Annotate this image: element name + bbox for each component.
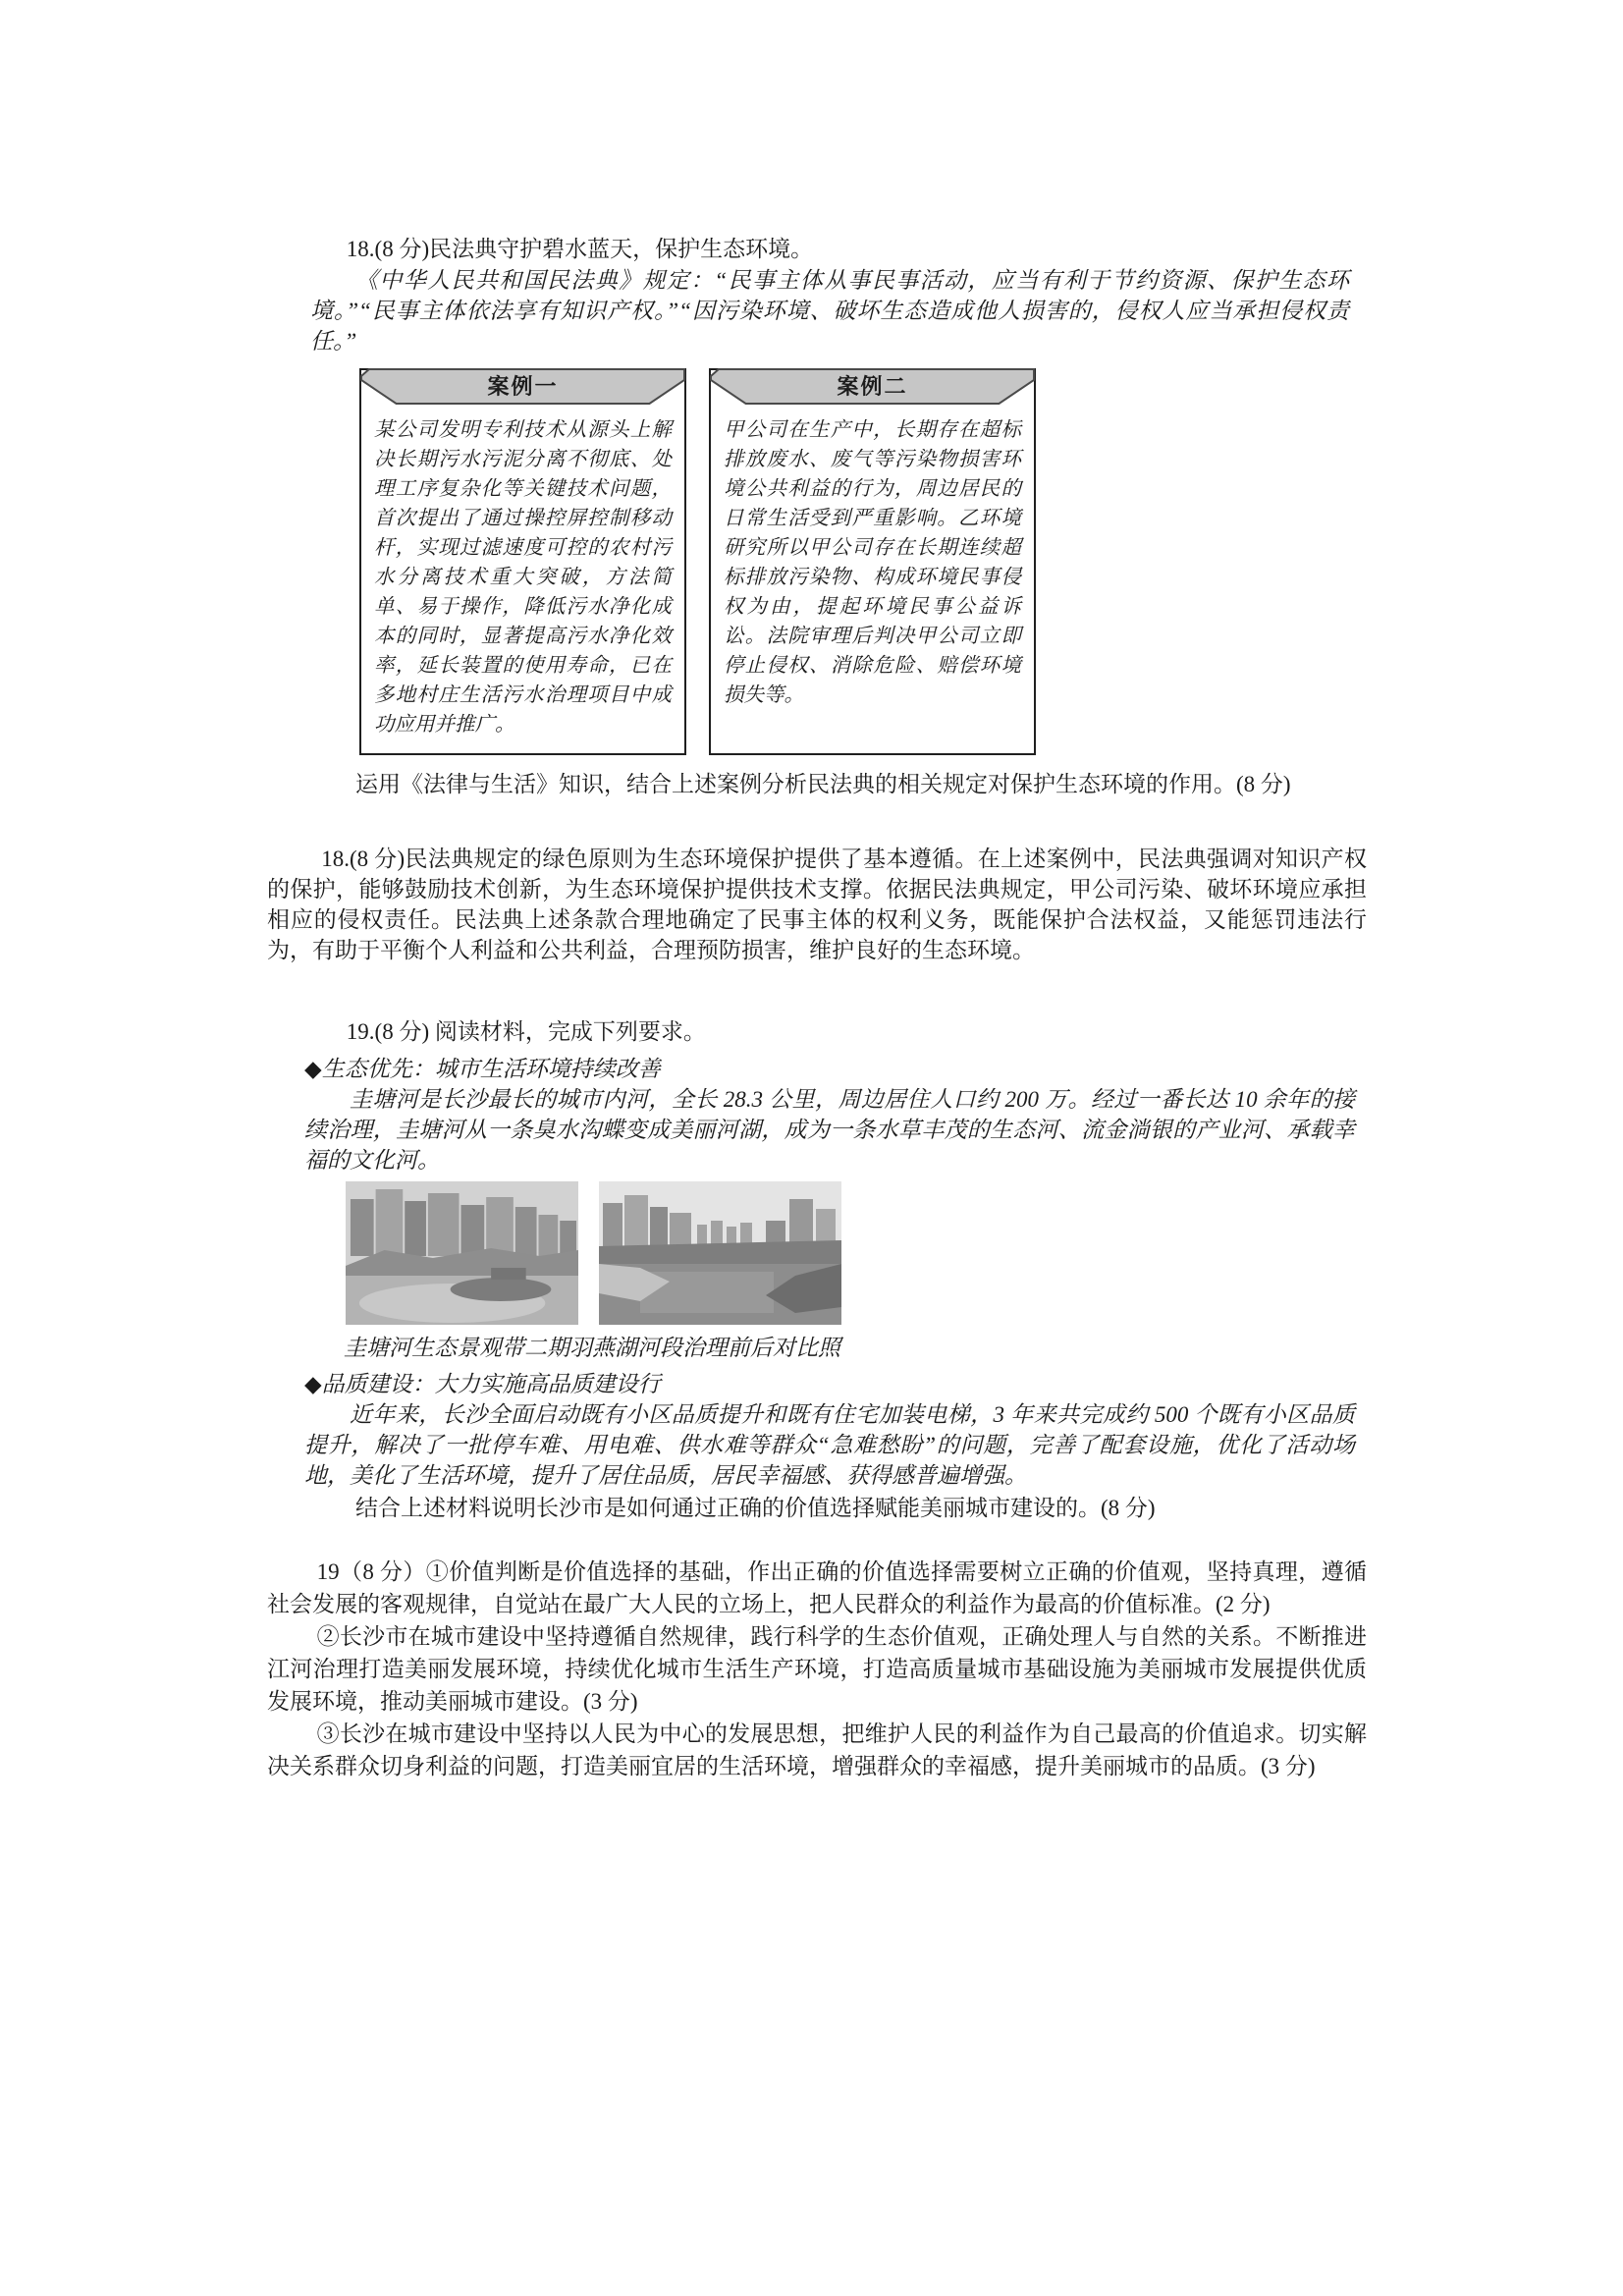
stagnant-pond xyxy=(451,1278,552,1301)
answer-19-point-1: 19（8 分）①价值判断是价值选择的基础，作出正确的价值选择需要树立正确的价值观，坚持真理，遵循社会发展的客观规律，自觉站在最广大人民的立场上，把人民群众的利益作为最高的价值标准。(2 分) xyxy=(267,1559,1367,1616)
case-1-text: 某公司发明专利技术从源头上解决长期污水污泥分离不彻底、处理工序复杂化等关键技术问题，首次提出了通过操控屏控制移动杆，实现过滤速度可控的农村污水分离技术重大突破，方法简单、易于操作，降低污水净化成本的同时，显著提高污水净化效率，延长装置的使用寿命，已在多地村庄生活污水治理项目中成功应用并推广。 xyxy=(374,419,672,736)
river-before-photo xyxy=(346,1181,578,1325)
page-content xyxy=(267,234,1367,1782)
answer-18-text: 18.(8 分)民法典规定的绿色原则为生态环境保护提供了基本遵循。在上述案例中，民法典强调对知识产权的保护，能够鼓励技术创新，为生态环境保护提供技术支撑。依据民法典规定，甲公司污染、破坏环境应承担相应的侵权责任。民法典上述条款合理地确定了民事主体的权利义务，既能保护合法权益，又能惩罚违法行为，有助于平衡个人利益和公共利益，合理预防损害，维护良好的生态环境。 xyxy=(267,847,1367,962)
answer-19-point-2: ②长沙市在城市建设中坚持遵循自然规律，践行科学的生态价值观，正确处理人与自然的关系。不断推进江河治理打造美丽发展环境，持续优化城市生活生产环境，打造高质量城市基础设施为美丽城市发展提供优质发展环境，推动美丽城市建设。(3 分) xyxy=(267,1624,1367,1714)
question-18-intro: 《中华人民共和国民法典》规定：“民事主体从事民事活动，应当有利于节约资源、保护生态环境。”“民事主体依法享有知识产权。”“因污染环境、破坏生态造成他人损害的，侵权人应当承担侵权责任。” xyxy=(310,268,1349,354)
case-box-1 xyxy=(359,368,686,755)
material-heading-ecology: ◆生态优先：城市生活环境持续改善 xyxy=(304,1057,661,1081)
material-heading-quality: ◆品质建设：大力实施高品质建设行 xyxy=(304,1372,661,1396)
case-box-2 xyxy=(709,368,1036,755)
question-18-section xyxy=(267,234,1367,965)
question-18-title: 18.(8 分)民法典守护碧水蓝天，保护生态环境。 xyxy=(346,237,814,261)
case-2-text: 甲公司在生产中，长期存在超标排放废水、废气等污染物损害环境公共利益的行为，周边居民的日常生活受到严重影响。乙环境研究所以甲公司存在长期连续超标排放污染物、构成环境民事侵权为由，提起环境民事公益诉讼。法院审理后判决甲公司立即停止侵权、消除危险、赔偿环境损失等。 xyxy=(724,419,1021,706)
question-19-title: 19.(8 分) 阅读材料，完成下列要求。 xyxy=(346,1019,706,1044)
case-boxes-row xyxy=(359,368,1367,755)
shed xyxy=(491,1268,526,1280)
question-18-prompt: 运用《法律与生活》知识，结合上述案例分析民法典的相关规定对保护生态环境的作用。(8 分) xyxy=(355,772,1291,796)
before-after-photos xyxy=(346,1181,1367,1325)
question-19-prompt: 结合上述材料说明长沙市是如何通过正确的价值选择赋能美丽城市建设的。(8 分) xyxy=(355,1496,1156,1520)
material-paragraph-river: 圭塘河是长沙最长的城市内河，全长 28.3 公里，周边居住人口约 200 万。经过一番长达 10 余年的接续治理，圭塘河从一条臭水沟蝶变成美丽河湖，成为一条水草丰茂的生态河、流金淌银的产业河、承载幸福的文化河。 xyxy=(304,1087,1355,1173)
river-after-photo xyxy=(599,1181,841,1325)
question-19-section xyxy=(267,1016,1367,1782)
answer-19-point-3: ③长沙在城市建设中坚持以人民为中心的发展思想，把维护人民的利益作为自己最高的价值追求。切实解决关系群众切身利益的问题，打造美丽宜居的生活环境，增强群众的幸福感，提升美丽城市的品质。(3 分) xyxy=(267,1722,1367,1778)
case-1-title: 案例一 xyxy=(487,374,559,399)
case-2-title: 案例二 xyxy=(837,374,908,399)
photo-caption: 圭塘河生态景观带二期羽燕湖河段治理前后对比照 xyxy=(344,1336,840,1360)
material-paragraph-renewal: 近年来，长沙全面启动既有小区品质提升和既有住宅加装电梯，3 年来共完成约 500 个既有小区品质提升，解决了一批停车难、用电难、供水难等群众“急难愁盼”的问题，完善了配套设施，优化了活动场地，美化了生活环境，提升了居住品质，居民幸福感、获得感普遍增强。 xyxy=(304,1402,1355,1488)
